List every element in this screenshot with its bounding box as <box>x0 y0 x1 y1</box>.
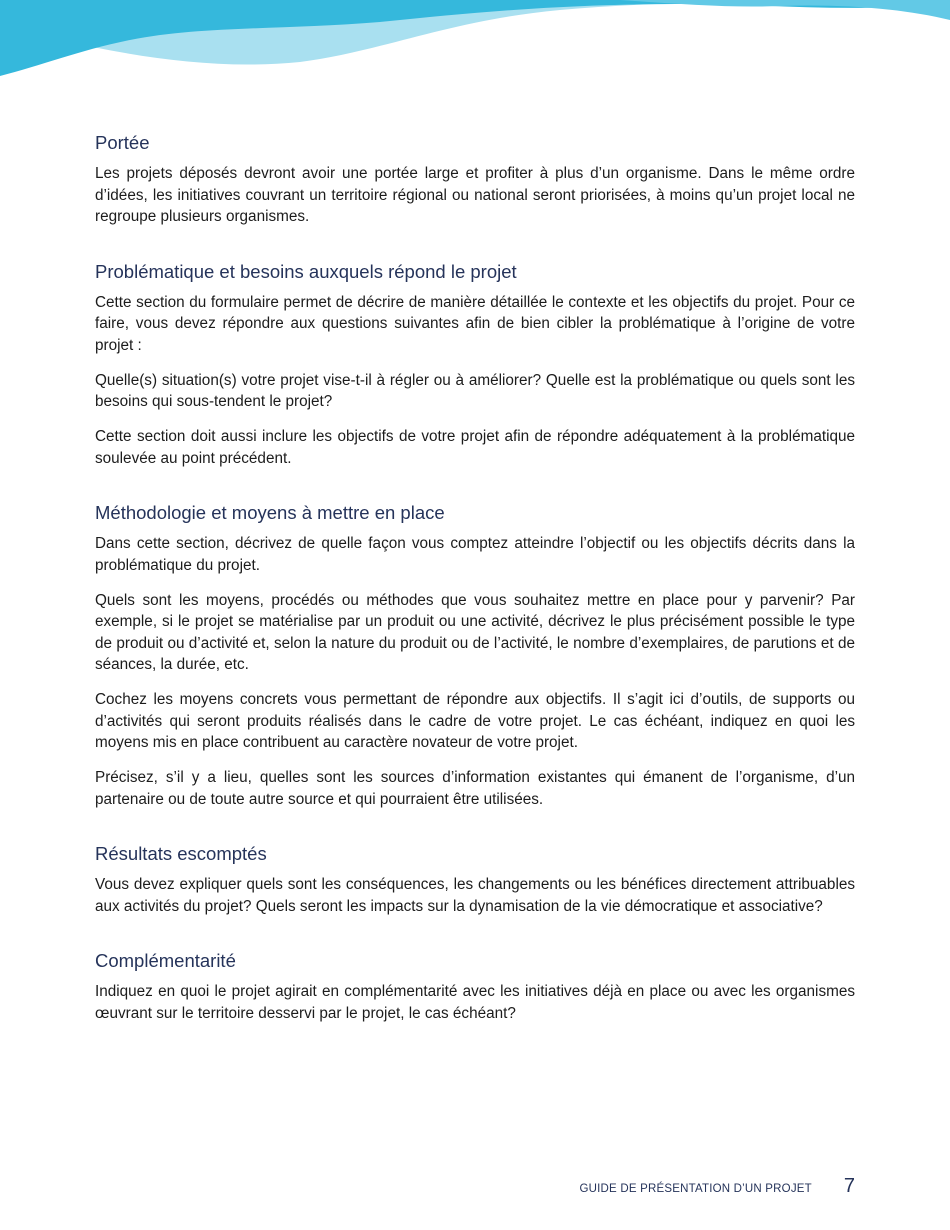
section-paragraph: Les projets déposés devront avoir une portée large et profiter à plus d’un organisme. Dans le même ordre d’idées, les initiatives couvrant un territoire régional ou national seront priorisées, à moins qu’un projet local ne regroupe plusieurs organismes. <box>95 165 855 225</box>
footer-page-number: 7 <box>843 1175 855 1197</box>
section-portee <box>95 130 855 228</box>
section-heading: Problématique et besoins auxquels répond le projet <box>95 260 517 282</box>
section-paragraph: Quels sont les moyens, procédés ou méthodes que vous souhaitez mettre en place pour y parvenir? Par exemple, si le projet se matérialise par un produit ou une activité, décrivez le plus précisément possible le type de produit ou d’activité et, selon la nature du produit ou de l’activité, le nombre d’exemplaires, de parutions et de séances, la durée, etc. <box>95 591 855 673</box>
section-paragraph: Quelle(s) situation(s) votre projet vise-t-il à régler ou à améliorer? Quelle est la problématique ou quels sont les besoins qui sous-tendent le projet? <box>95 371 855 410</box>
wave-highlight-layer <box>620 0 950 20</box>
header-wave-decoration <box>0 0 950 80</box>
section-complementarite <box>95 948 855 1024</box>
section-heading: Complémentarité <box>95 950 236 971</box>
section-resultats <box>95 841 855 917</box>
section-paragraph: Dans cette section, décrivez de quelle façon vous comptez atteindre l’objectif ou les objectifs décrits dans la problématique du projet. <box>95 535 855 574</box>
section-paragraph: Précisez, s’il y a lieu, quelles sont les sources d’information existantes qui émanent de l’organisme, d’un partenaire ou de toute autre source et qui pourraient être utilisées. <box>95 769 855 808</box>
page-footer <box>580 1175 856 1198</box>
section-heading: Portée <box>95 132 150 153</box>
footer-document-title: GUIDE DE PRÉSENTATION D’UN PROJET <box>579 1183 812 1195</box>
section-paragraph: Cette section du formulaire permet de décrire de manière détaillée le contexte et les objectifs du projet. Pour ce faire, vous devez répondre aux questions suivantes afin de bien cibler la problématique à l’origine de votre projet : <box>95 293 855 354</box>
section-paragraph: Vous devez expliquer quels sont les conséquences, les changements ou les bénéfices directement attribuables aux activités du projet? Quels seront les impacts sur la dynamisation de la vie démocratique et associative? <box>95 876 855 915</box>
page-content <box>95 130 855 1055</box>
section-paragraph: Cette section doit aussi inclure les objectifs de votre projet afin de répondre adéquatement à la problématique soulevée au point précédent. <box>95 428 855 467</box>
section-methodologie <box>95 500 855 810</box>
section-heading: Méthodologie et moyens à mettre en place <box>95 502 445 523</box>
section-paragraph: Cochez les moyens concrets vous permettant de répondre aux objectifs. Il s’agit ici d’outils, de supports ou d’activités qui seront produits réalisés dans le cadre de votre projet. Le cas échéant, indiquez en quoi les moyens mis en place contribuent au caractère novateur de votre projet. <box>95 691 855 751</box>
section-problematique <box>95 259 855 470</box>
section-heading: Résultats escomptés <box>95 843 267 864</box>
section-paragraph: Indiquez en quoi le projet agirait en complémentarité avec les initiatives déjà en place ou avec les organismes œuvrant sur le territoire desservi par le projet, le cas échéant? <box>95 983 855 1022</box>
